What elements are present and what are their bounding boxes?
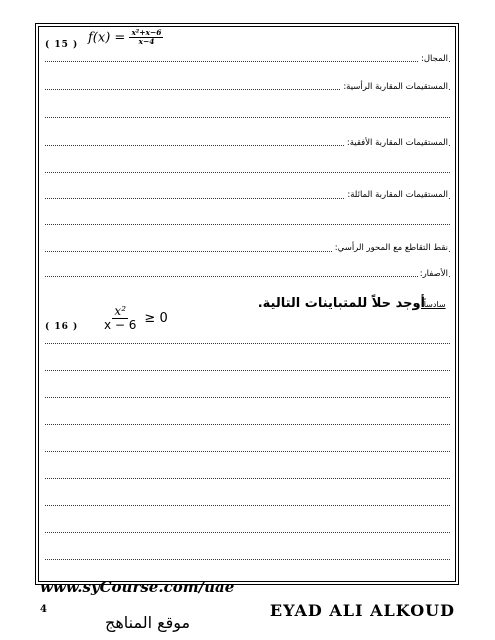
answer-line[interactable] bbox=[45, 532, 450, 533]
answer-line[interactable] bbox=[45, 276, 450, 277]
inequality-fraction bbox=[102, 305, 138, 332]
question-number-16: ( 16 ) bbox=[45, 322, 79, 332]
answer-line[interactable] bbox=[45, 451, 450, 452]
function-definition bbox=[88, 29, 163, 47]
answer-line[interactable] bbox=[45, 343, 450, 344]
field-horizontal-asymptotes: المستقيمات المقاربة الأفقية: bbox=[346, 138, 448, 148]
function-lhs: f(x) = bbox=[88, 30, 126, 46]
function-numerator: x²+x−6 bbox=[131, 28, 162, 37]
answer-line[interactable] bbox=[45, 172, 450, 173]
answer-line[interactable] bbox=[45, 117, 450, 118]
answer-line[interactable] bbox=[45, 61, 450, 62]
inequality bbox=[102, 305, 168, 332]
author-name: EYAD ALI ALKOUD bbox=[269, 601, 455, 620]
section-title: أوجد حلاً للمتباينات التالية. bbox=[257, 296, 425, 311]
question-number-15: ( 15 ) bbox=[45, 40, 79, 50]
answer-line[interactable] bbox=[45, 478, 450, 479]
inequality-relation: ≥ 0 bbox=[144, 311, 168, 327]
answer-line[interactable] bbox=[45, 505, 450, 506]
function-denominator: x−4 bbox=[138, 37, 155, 47]
site-url[interactable]: www.syCourse.com/uae bbox=[40, 578, 235, 596]
function-fraction bbox=[129, 29, 163, 47]
answer-line[interactable] bbox=[45, 424, 450, 425]
section-tag: سادساً: bbox=[421, 300, 446, 309]
field-zeros: الأصفار: bbox=[419, 269, 448, 279]
page-number: 4 bbox=[40, 604, 47, 615]
answer-line[interactable] bbox=[45, 397, 450, 398]
field-oblique-asymptotes: المستقيمات المقاربة المائلة: bbox=[347, 190, 448, 200]
answer-line[interactable] bbox=[45, 559, 450, 560]
arabic-site-name: موقع المناهج bbox=[105, 613, 191, 632]
inequality-denominator: x − 6 bbox=[104, 318, 137, 333]
inequality-numerator: x² bbox=[114, 304, 126, 318]
field-y-intercepts: نقط التقاطع مع المحور الرأسي: bbox=[334, 243, 448, 253]
answer-line[interactable] bbox=[45, 224, 450, 225]
field-vertical-asymptotes: المستقيمات المقاربة الرأسية: bbox=[343, 82, 448, 92]
field-domain: المجال: bbox=[421, 54, 448, 64]
answer-line[interactable] bbox=[45, 370, 450, 371]
